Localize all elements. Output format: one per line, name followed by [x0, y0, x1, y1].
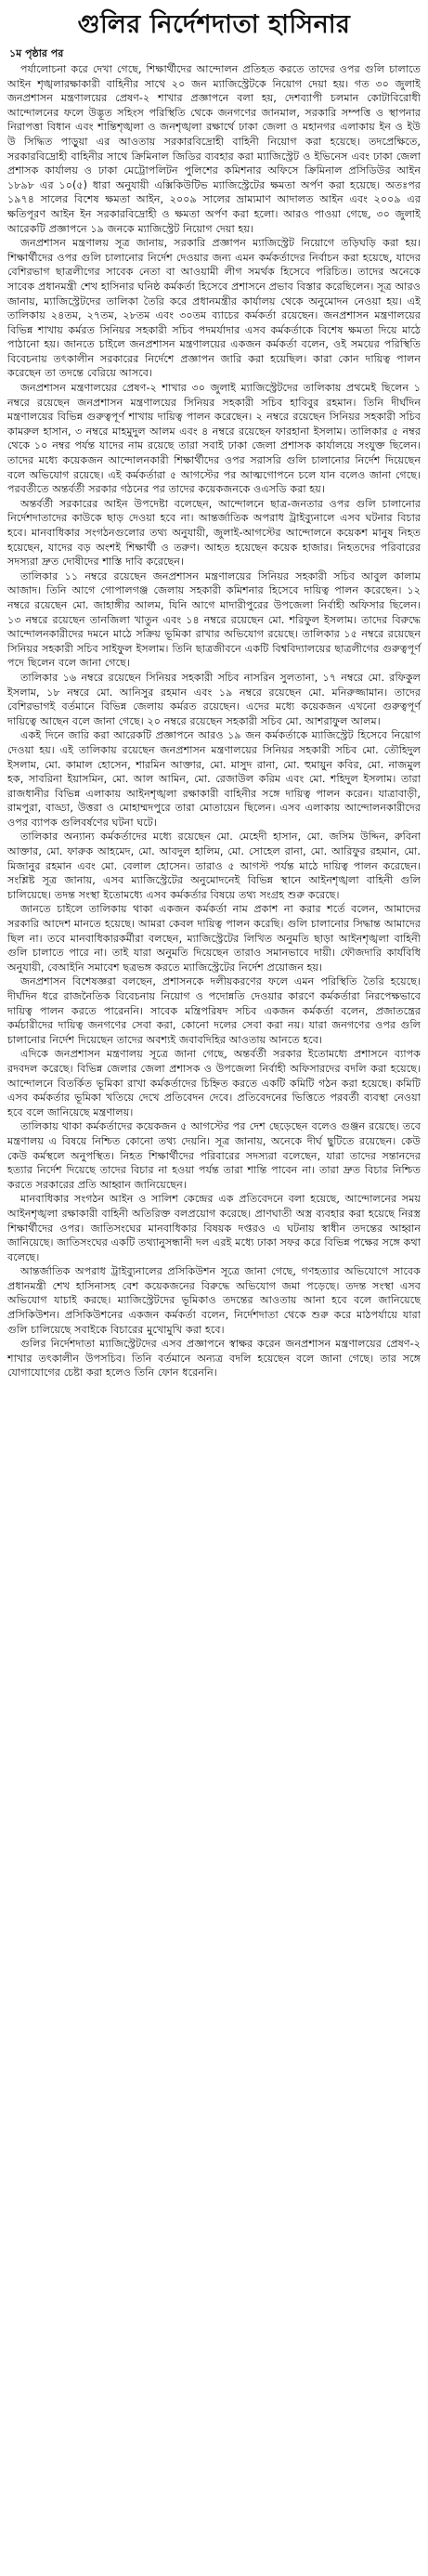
article-body — [7, 62, 421, 1380]
article-paragraph: একই দিনে জারি করা আরেকটি প্রজ্ঞাপনে আরও ১৯ জন কর্মকর্তাকে ম্যাজিস্ট্রেট হিসেবে নিয়োগ দেওয়া হয়। এই তালিকায় রয়েছেন জনপ্রশাসন মন্ত্রণালয়ের সিনিয়র সহকারী সচিব মো. তৌহিদুল ইসলাম, মো. কামাল হোসেন, শারমিন আক্তার, মো. মাসুদ রানা, মো. হুমায়ুন কবির, মো. নাজমুল হক, সাবরিনা ইয়াসমিন, মো. আল আমিন, মো. রেজাউল করিম এবং মো. শহিদুল ইসলাম। তারা রাজধানীর বিভিন্ন এলাকায় আইনশৃঙ্খলা রক্ষাকারী বাহিনীর সঙ্গে দায়িত্ব পালন করেন। যাত্রাবাড়ী, রামপুরা, বাড্ডা, উত্তরা ও মোহাম্মদপুরে তারা মোতায়েন ছিলেন। এসব এলাকায় আন্দোলনকারীদের ওপর ব্যাপক গুলিবর্ষণের ঘটনা ঘটে। — [7, 729, 421, 829]
article-paragraph: তালিকায় থাকা কর্মকর্তাদের কয়েকজন ৫ আগস্টের পর দেশ ছেড়েছেন বলেও গুঞ্জন রয়েছে। তবে মন্ত্রণালয় এ বিষয়ে নিশ্চিত কোনো তথ্য দেয়নি। সূত্র জানায়, অনেকে দীর্ঘ ছুটিতে রয়েছেন। কেউ কেউ কর্মস্থলে অনুপস্থিত। নিহত শিক্ষার্থীদের পরিবারের সদস্যরা বলেছেন, যারা তাদের সন্তানদের হত্যার নির্দেশ দিয়েছে তাদের বিচার না হওয়া পর্যন্ত তারা শান্তি পাবেন না। তারা দ্রুত বিচার নিশ্চিত করতে সরকারের প্রতি আহ্বান জানিয়েছেন। — [7, 1120, 421, 1191]
article-paragraph: গুলির নির্দেশদাতা ম্যাজিস্ট্রেটদের এসব প্রজ্ঞাপনে স্বাক্ষর করেন জনপ্রশাসন মন্ত্রণালয়ের প্রেষণ-২ শাখার তৎকালীন উপসচিব। তিনি বর্তমানে অন্যত্র বদলি হয়েছেন বলে জানা গেছে। তার সঙ্গে যোগাযোগের চেষ্টা করা হলেও তিনি ফোন ধরেননি। — [7, 1338, 421, 1380]
article-paragraph: পর্যালোচনা করে দেখা গেছে, শিক্ষার্থীদের আন্দোলন প্রতিহত করতে তাদের ওপর গুলি চালাতে আইন শৃঙ্খলারক্ষাকারী বাহিনীর সাথে ২০ জন ম্যাজিস্ট্রেটকে নিয়োগ দেয়া হয়। গত ৩০ জুলাই জনপ্রশাসন মন্ত্রণালয়ের প্রেষণ-২ শাখার প্রজ্ঞাপনে বলা হয়, দেশব্যাপী চলমান কোটাবিরোধী আন্দোলনের ফলে উদ্ভূত সহিংস পরিস্থিতি থেকে জনগণের জানমাল, সরকারি সম্পত্তি ও স্থাপনার নিরাপত্তা বিধান এবং শান্তিশৃঙ্খলা ও জনশৃঙ্খলা রক্ষার্থে ঢাকা জেলা ও মহানগর এলাকায় ইন ও ইউ উ সিদ্ধিত পাড়ুয়া এর আওতায় সরকারবিদ্রোহী বাহিনী নিয়োগ করা হয়েছে। তদপ্রেক্ষিতে, সরকারবিদ্রোহী বাহিনীর সাথে ক্রিমিনাল জিডির ব্যবহার করা ম্যাজিস্ট্রেট ও ইভিনেস এবং ঢাকা জেলা প্রশাসক কার্যালয় ও ঢাকা মেট্রোপলিটন পুলিশের কমিশনার অফিসে ক্রিমিনাল প্রসিডিউর আইন ১৮৯৮ এর ১০(৫) ধারা অনুযায়ী এক্সিকিউটিভ ম্যাজিস্ট্রেটের ক্ষমতা অর্পণ করা হয়েছে। অতঃপর ১৯৭৪ সালের বিশেষ ক্ষমতা আইন, ২০০৯ সালের ভ্রাম্যমাণ আদালত আইন এবং ২০০৯ এর ক্ষতিপূরণ আইন ইন সরকারবিদ্রোহী ও ক্ষমতা অর্পণ করা হলো। আরও পাওয়া গেছে, ৩০ জুলাই আরেকটি প্রজ্ঞাপনে ১৯ জনকে ম্যাজিস্ট্রেট নিয়োগ দেয়া হয়। — [7, 63, 421, 235]
article-paragraph: জনপ্রশাসন মন্ত্রণালয় সূত্র জানায়, সরকারি প্রজ্ঞাপন ম্যাজিস্ট্রেট নিয়োগে তড়িঘড়ি করা হয়। শিক্ষার্থীদের ওপর গুলি চালানোর নির্দেশ দেওয়ার জন্য এমন কর্মকর্তাদের নির্বাচন করা হয়েছে, যাদের বেশিরভাগ ছাত্রলীগের সাবেক নেতা বা আওয়ামী লীগ সমর্থক হিসেবে পরিচিত। তাদের অনেকে সাবেক প্রধানমন্ত্রী শেখ হাসিনার ঘনিষ্ঠ কর্মকর্তা হিসেবে প্রশাসনে প্রভাব বিস্তার করেছিলেন। সূত্র আরও জানায়, ম্যাজিস্ট্রেটদের তালিকা তৈরি করে প্রধানমন্ত্রীর কার্যালয় থেকে অনুমোদন নেওয়া হয়। এই তালিকায় ২৪তম, ২৭তম, ২৮তম এবং ৩০তম ব্যাচের কর্মকর্তা রয়েছেন। জনপ্রশাসন মন্ত্রণালয়ের বিভিন্ন শাখায় কর্মরত সিনিয়র সহকারী সচিব পদমর্যাদার এসব কর্মকর্তাকে বিশেষ ক্ষমতা দিয়ে মাঠে পাঠানো হয়। জানতে চাইলে জনপ্রশাসন মন্ত্রণালয়ের একজন কর্মকর্তা বলেন, ওই সময়ের পরিস্থিতি বিবেচনায় তৎকালীন সরকারের নির্দেশে প্রজ্ঞাপন জারি করা হয়েছিল। কারা কোন দায়িত্ব পালন করেছেন তা তদন্তে বেরিয়ে আসবে। — [7, 237, 421, 380]
article-paragraph: জনপ্রশাসন বিশেষজ্ঞরা বলছেন, প্রশাসনকে দলীয়করণের ফলে এমন পরিস্থিতি তৈরি হয়েছে। দীর্ঘদিন ধরে রাজনৈতিক বিবেচনায় নিয়োগ ও পদোন্নতি দেওয়ার কারণে কর্মকর্তারা নিরপেক্ষভাবে দায়িত্ব পালন করতে পারেননি। সাবেক মন্ত্রিপরিষদ সচিব একজন কর্মকর্তা বলেন, প্রজাতন্ত্রের কর্মচারীদের দায়িত্ব জনগণের সেবা করা, কোনো দলের সেবা করা নয়। যারা জনগণের ওপর গুলি চালানোর নির্দেশ দিয়েছেন তাদের অবশ্যই জবাবদিহির আওতায় আনতে হবে। — [7, 975, 421, 1046]
article-paragraph: তালিকার ১১ নম্বরে রয়েছেন জনপ্রশাসন মন্ত্রণালয়ের সিনিয়র সহকারী সচিব আবুল কালাম আজাদ। তিনি আগে গোপালগঞ্জ জেলায় সহকারী কমিশনার হিসেবে দায়িত্ব পালন করেছেন। ১২ নম্বরে রয়েছেন মো. জাহাঙ্গীর আলম, যিনি আগে মাদারীপুরের উপজেলা নির্বাহী অফিসার ছিলেন। ১৩ নম্বরে রয়েছেন তানজিলা খাতুন এবং ১৪ নম্বরে রয়েছেন মো. শরিফুল ইসলাম। তাদের বিরুদ্ধে আন্দোলনকারীদের দমনে মাঠে সক্রিয় ভূমিকা রাখার অভিযোগ রয়েছে। তালিকার ১৫ নম্বরে রয়েছেন সিনিয়র সহকারী সচিব সাইফুল ইসলাম। তিনি ছাত্রজীবনে একটি বিশ্ববিদ্যালয়ের ছাত্রলীগের গুরুত্বপূর্ণ পদে ছিলেন বলে জানা গেছে। — [7, 569, 421, 670]
article-paragraph: তালিকার অন্যান্য কর্মকর্তাদের মধ্যে রয়েছেন মো. মেহেদী হাসান, মো. জসিম উদ্দিন, রুবিনা আক্তার, মো. ফারুক আহমেদ, মো. আবদুল হালিম, মো. সোহেল রানা, মো. আরিফুর রহমান, মো. মিজানুর রহমান এবং মো. বেলাল হোসেন। তারাও ৫ আগস্ট পর্যন্ত মাঠে দায়িত্ব পালন করেছেন। সংশ্লিষ্ট সূত্র জানায়, এসব ম্যাজিস্ট্রেটের অনুমোদনেই বিভিন্ন স্থানে আইনশৃঙ্খলা বাহিনী গুলি চালিয়েছে। তদন্ত সংস্থা ইতোমধ্যে এসব কর্মকর্তার বিষয়ে তথ্য সংগ্রহ শুরু করেছে। — [7, 830, 421, 901]
article-headline: গুলির নির্দেশদাতা হাসিনার — [77, 10, 351, 39]
continuation-label: ১ম পৃষ্ঠার পর — [9, 47, 64, 59]
article-paragraph: মানবাধিকার সংগঠন আইন ও সালিশ কেন্দ্রের এক প্রতিবেদনে বলা হয়েছে, আন্দোলনের সময় আইনশৃঙ্খলা রক্ষাকারী বাহিনী অতিরিক্ত বলপ্রয়োগ করেছে। প্রাণঘাতী অস্ত্র ব্যবহার করা হয়েছে নিরস্ত্র শিক্ষার্থীদের ওপর। জাতিসংঘের মানবাধিকার বিষয়ক দপ্তরও এ ঘটনায় স্বাধীন তদন্তের আহ্বান জানিয়েছে। জাতিসংঘের একটি তথ্যানুসন্ধানী দল এরই মধ্যে ঢাকা সফর করে বিভিন্ন পক্ষের সঙ্গে কথা বলেছে। — [7, 1193, 421, 1263]
article-paragraph: তালিকার ১৬ নম্বরে রয়েছেন সিনিয়র সহকারী সচিব নাসরিন সুলতানা, ১৭ নম্বরে মো. রফিকুল ইসলাম, ১৮ নম্বরে মো. আনিসুর রহমান এবং ১৯ নম্বরে রয়েছেন মো. মনিরুজ্জামান। তাদের বেশিরভাগই বর্তমানে বিভিন্ন জেলায় কর্মরত রয়েছেন। এদের মধ্যে কয়েকজন এখনো গুরুত্বপূর্ণ দায়িত্বে আছেন বলে জানা গেছে। ২০ নম্বরে রয়েছেন সহকারী সচিব মো. আশরাফুল আলম। — [7, 671, 421, 727]
article-paragraph: এদিকে জনপ্রশাসন মন্ত্রণালয় সূত্রে জানা গেছে, অন্তর্বর্তী সরকার ইতোমধ্যে প্রশাসনে ব্যাপক রদবদল করেছে। বিভিন্ন জেলার জেলা প্রশাসক ও উপজেলা নির্বাহী অফিসারদের বদলি করা হয়েছে। আন্দোলনে বিতর্কিত ভূমিকা রাখা কর্মকর্তাদের চিহ্নিত করতে একটি কমিটি গঠন করা হয়েছে। কমিটি এসব কর্মকর্তার ভূমিকা খতিয়ে দেখে প্রতিবেদন দেবে। প্রতিবেদনের ভিত্তিতে পরবর্তী ব্যবস্থা নেওয়া হবে বলে জানিয়েছে মন্ত্রণালয়। — [7, 1048, 421, 1118]
article-paragraph: জানতে চাইলে তালিকায় থাকা একজন কর্মকর্তা নাম প্রকাশ না করার শর্তে বলেন, আমাদের সরকারি আদেশ মানতে হয়েছে। আমরা কেবল দায়িত্ব পালন করেছি। গুলি চালানোর সিদ্ধান্ত আমাদের ছিল না। তবে মানবাধিকারকর্মীরা বলছেন, ম্যাজিস্ট্রেটের লিখিত অনুমতি ছাড়া আইনশৃঙ্খলা বাহিনী গুলি চালাতে পারে না। তাই যারা অনুমতি দিয়েছেন তারাও সমানভাবে দায়ী। ফৌজদারি কার্যবিধি অনুযায়ী, বেআইনি সমাবেশ ছত্রভঙ্গ করতে ম্যাজিস্ট্রেটের নির্দেশ প্রয়োজন হয়। — [7, 903, 421, 974]
article-paragraph: অন্তর্বর্তী সরকারের আইন উপদেষ্টা বলেছেন, আন্দোলনে ছাত্র-জনতার ওপর গুলি চালানোর নির্দেশদাতাদের কাউকে ছাড় দেওয়া হবে না। আন্তর্জাতিক অপরাধ ট্রাইব্যুনালে এসব ঘটনার বিচার হবে। মানবাধিকার সংগঠনগুলোর তথ্য অনুযায়ী, জুলাই-আগস্টের আন্দোলনে কয়েকশ মানুষ নিহত হয়েছেন, যাদের বড় অংশই শিক্ষার্থী ও তরুণ। আহত হয়েছেন কয়েক হাজার। নিহতদের পরিবারের সদস্যরা দ্রুত দোষীদের শাস্তি দাবি করেছেন। — [7, 497, 421, 569]
article-paragraph: জনপ্রশাসন মন্ত্রণালয়ের প্রেষণ-২ শাখার ৩০ জুলাই ম্যাজিস্ট্রেটদের তালিকায় প্রথমেই ছিলেন ১ নম্বরে রয়েছেন জনপ্রশাসন মন্ত্রণালয়ের সিনিয়র সহকারী সচিব হাবিবুর রহমান। তিনি দীর্ঘদিন মন্ত্রণালয়ের বিভিন্ন গুরুত্বপূর্ণ শাখায় দায়িত্ব পালন করেছেন। ২ নম্বরে রয়েছেন সিনিয়র সহকারী সচিব কামরুল হাসান, ৩ নম্বরে মাহমুদুল আলম এবং ৪ নম্বরে রয়েছেন ফারহানা ইসলাম। তালিকার ৫ নম্বর থেকে ১০ নম্বর পর্যন্ত যাদের নাম রয়েছে তারা সবাই ঢাকা জেলা প্রশাসক কার্যালয়ে সংযুক্ত ছিলেন। তাদের মধ্যে কয়েকজন আন্দোলনকারী শিক্ষার্থীদের ওপর সরাসরি গুলি চালানোর নির্দেশ দিয়েছেন বলে অভিযোগ রয়েছে। এই কর্মকর্তারা ৫ আগস্টের পর আত্মগোপনে চলে যান বলেও জানা গেছে। পরবর্তীতে অন্তর্বর্তী সরকার গঠনের পর তাদের কয়েকজনকে ওএসডি করা হয়। — [7, 382, 421, 496]
article-paragraph: আন্তর্জাতিক অপরাধ ট্রাইব্যুনালের প্রসিকিউশন সূত্রে জানা গেছে, গণহত্যার অভিযোগে সাবেক প্রধানমন্ত্রী শেখ হাসিনাসহ বেশ কয়েকজনের বিরুদ্ধে অভিযোগ জমা পড়েছে। তদন্ত সংস্থা এসব অভিযোগ যাচাই করছে। ম্যাজিস্ট্রেটদের ভূমিকাও তদন্তের আওতায় আনা হবে বলে জানিয়েছে প্রসিকিউশন। প্রসিকিউশনের একজন কর্মকর্তা বলেন, নির্দেশদাতা থেকে শুরু করে মাঠপর্যায়ে যারা গুলি চালিয়েছে সবাইকে বিচারের মুখোমুখি করা হবে। — [7, 1265, 421, 1336]
